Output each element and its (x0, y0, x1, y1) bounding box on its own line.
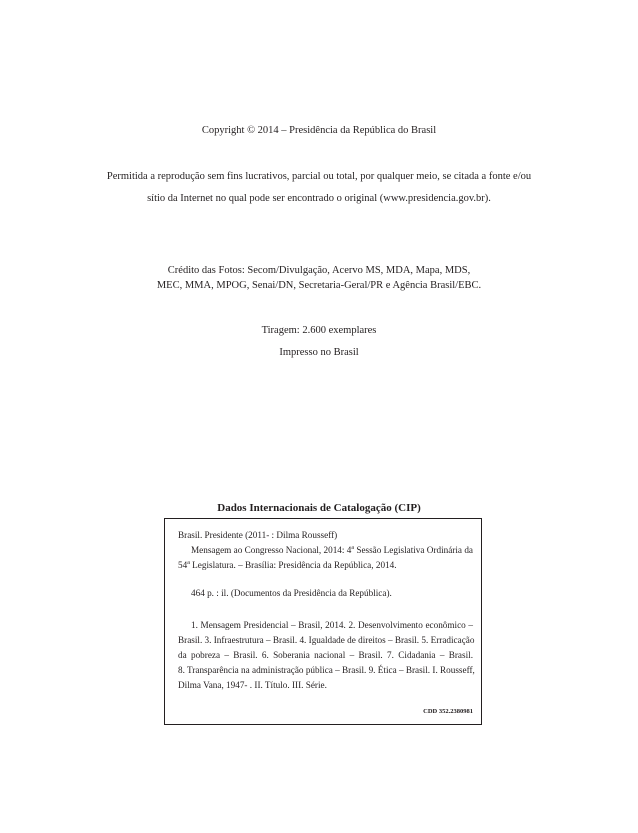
cip-work-line-2-rest: Legislatura. – Brasília: Presidência da República, 2014. (189, 560, 397, 570)
cip-title: Dados Internacionais de Catalogação (CIP) (217, 502, 421, 514)
cip-record-box (164, 518, 482, 725)
cip-work-line-2 (178, 558, 473, 573)
copyright-notice: Copyright © 2014 – Presidência da República do Brasil (201, 125, 437, 136)
cip-work-line-2-ordinal: a (187, 559, 190, 566)
cip-pages: 464 p. : il. (Documentos da Presidência da República). (191, 588, 392, 598)
cip-work-line-1-ordinal: a (351, 544, 355, 551)
cip-work-line-1 (178, 543, 473, 558)
cip-subjects-line-2: Brasil. 3. Infraestrutura – Brasil. 4. Igualdade de direitos – Brasil. 5. Erradicação (178, 635, 475, 645)
cip-subjects-line-4: 8. Transparência na administração pública – Brasil. 9. Ética – Brasil. I. Rousseff, (178, 665, 475, 675)
cip-subjects-line-1: 1. Mensagem Presidencial – Brasil, 2014. 2. Desenvolvimento econômico – (191, 620, 473, 630)
cip-author: Brasil. Presidente (2011- : Dilma Rousseff) (178, 530, 338, 540)
reproduction-permission-line-2: sítio da Internet no qual pode ser encontrado o original (www.presidencia.gov.br). (147, 193, 491, 204)
printed-in: Impresso no Brasil (279, 347, 359, 358)
photo-credits-line-1: Crédito das Fotos: Secom/Divulgação, Acervo MS, MDA, Mapa, MDS, (167, 265, 471, 276)
cip-work-line-1-rest: Sessão Legislativa Ordinária da (354, 545, 473, 555)
cip-work-line-1-text: Mensagem ao Congresso Nacional, 2014: 4 (191, 545, 352, 555)
cip-subjects-line-5: Dilma Vana, 1947- . II. Título. III. Série. (178, 680, 327, 690)
cip-cdd-code: CDD 352.2380981 (423, 708, 473, 715)
cip-work-line-2-number: 54 (178, 560, 188, 570)
photo-credits-line-2: MEC, MMA, MPOG, Senai/DN, Secretaria-Geral/PR e Agência Brasil/EBC. (156, 280, 482, 291)
cip-subjects-line-3: da pobreza – Brasil. 6. Soberania nacional – Brasil. 7. Cidadania – Brasil. (178, 650, 473, 660)
print-run: Tiragem: 2.600 exemplares (261, 325, 377, 336)
reproduction-permission-line-1: Permitida a reprodução sem fins lucrativos, parcial ou total, por qualquer meio, se citada a fonte e/ou (106, 171, 532, 182)
